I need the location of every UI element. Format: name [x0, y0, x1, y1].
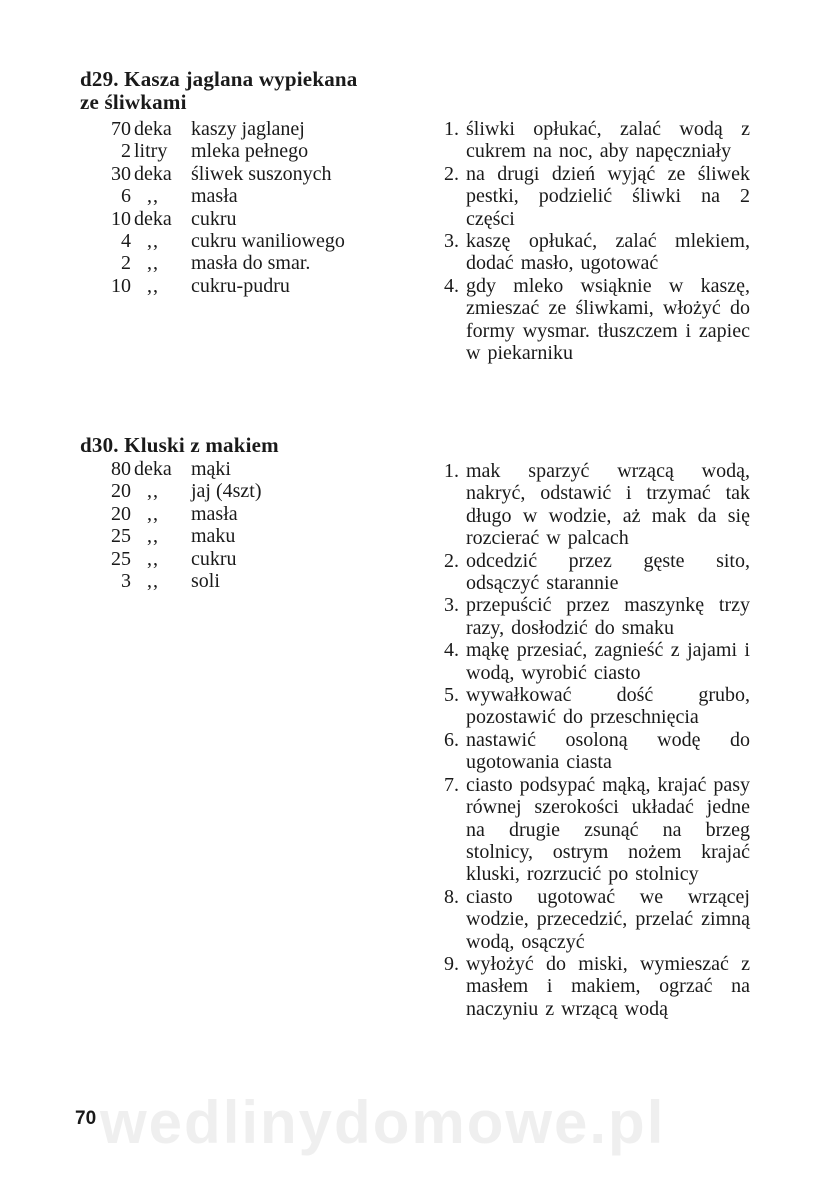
step-number: 3. [444, 594, 459, 617]
ingredient-unit: deka [134, 118, 172, 140]
step-item [433, 550, 750, 595]
step-text: mak sparzyć wrzącą wodą, nakryć, odstawić i trzymać tak długo w wodzie, aż mak da się rozcierać w palcach [466, 460, 750, 550]
step-item [433, 684, 750, 729]
step-item [433, 230, 750, 275]
step-number: 1. [444, 460, 459, 482]
ingredient-qty: 20 [111, 502, 131, 525]
ingredient-unit: ,, [147, 480, 159, 503]
ingredient-unit: ,, [147, 230, 159, 253]
ingredient-row [104, 525, 262, 547]
ingredient-list-d29 [104, 118, 345, 297]
step-text: przepuścić przez maszynkę trzy razy, dosłodzić do smaku [466, 594, 750, 639]
ingredient-unit: ,, [147, 185, 159, 208]
step-item [433, 729, 750, 774]
ingredient-row [104, 163, 345, 185]
ingredient-qty: 70 [111, 118, 131, 140]
ingredient-row [104, 458, 262, 480]
ingredient-name: soli [191, 570, 220, 593]
step-item [433, 639, 750, 684]
watermark: wedlinydomowe.pl [100, 1089, 666, 1156]
ingredient-qty: 3 [121, 570, 131, 593]
recipe-title-d30 [80, 434, 279, 457]
ingredient-name: cukru-pudru [191, 274, 290, 297]
ingredient-name: śliwek suszonych [191, 162, 332, 185]
ingredient-unit: ,, [147, 525, 159, 548]
step-item [433, 460, 750, 550]
page-number: 70 [75, 1108, 97, 1129]
step-item [433, 163, 750, 230]
step-number: 4. [444, 639, 459, 662]
ingredient-qty: 10 [111, 274, 131, 297]
step-number: 9. [444, 952, 459, 975]
ingredient-qty: 25 [111, 525, 131, 548]
step-text: wyłożyć do miski, wymieszać z masłem i makiem, ogrzać na naczyniu z wrzącą wodą [466, 952, 750, 1020]
step-text: wywałkować dość grubo, pozostawić do przeschnięcia [466, 684, 750, 729]
recipe-title-line2: ze śliwkami [80, 90, 187, 114]
ingredient-row [104, 548, 262, 570]
step-item [433, 275, 750, 365]
ingredient-row [104, 208, 345, 230]
ingredient-name: kaszy jaglanej [191, 118, 305, 140]
ingredient-unit: ,, [147, 547, 159, 570]
ingredient-row [104, 185, 345, 207]
ingredient-name: mleka pełnego [191, 140, 309, 163]
step-item [433, 594, 750, 639]
step-text: kaszę opłukać, zalać mlekiem, dodać masło, ugotować [466, 230, 750, 275]
ingredient-row [104, 230, 345, 252]
step-text: gdy mleko wsiąknie w kaszę, zmieszać ze śliwkami, włożyć do formy wysmar. tłuszczem i zapiec w piekarniku [466, 274, 750, 365]
step-number: 8. [444, 885, 459, 908]
steps-list-d30 [433, 460, 750, 1020]
ingredient-row [104, 570, 262, 592]
ingredient-unit: deka [134, 458, 172, 480]
ingredient-name: masła [191, 185, 238, 208]
steps-list-d29 [433, 118, 750, 364]
ingredient-name: jaj (4szt) [191, 480, 262, 503]
ingredient-qty: 20 [111, 480, 131, 503]
ingredient-unit: ,, [147, 502, 159, 525]
ingredient-unit: deka [134, 162, 172, 185]
step-text: ciasto ugotować we wrzącej wodzie, przecedzić, przelać zimną wodą, osączyć [466, 885, 750, 953]
step-number: 2. [444, 549, 459, 572]
ingredient-row [104, 252, 345, 274]
step-text: odcedzić przez gęste sito, odsączyć starannie [466, 549, 750, 595]
step-item [433, 774, 750, 886]
ingredient-row [104, 275, 345, 297]
ingredient-name: masła do smar. [191, 252, 311, 275]
step-item [433, 953, 750, 1020]
ingredient-unit: ,, [147, 252, 159, 275]
ingredient-qty: 25 [111, 547, 131, 570]
step-item [433, 886, 750, 953]
recipe-title-line1: d29. Kasza jaglana wypiekana [80, 67, 358, 91]
ingredient-name: maku [191, 525, 236, 548]
step-item [433, 118, 750, 163]
step-number: 5. [444, 684, 459, 707]
ingredient-name: mąki [191, 458, 231, 480]
ingredient-unit: ,, [147, 570, 159, 593]
step-number: 3. [444, 230, 459, 253]
ingredient-qty: 30 [111, 162, 131, 185]
ingredient-row [104, 480, 262, 502]
step-number: 6. [444, 728, 459, 751]
step-number: 7. [444, 773, 459, 796]
ingredient-name: cukru [191, 207, 237, 230]
ingredient-unit: litry [134, 140, 168, 163]
step-text: na drugi dzień wyjąć ze śliwek pestki, podzielić śliwki na 2 części [466, 162, 750, 230]
ingredient-name: masła [191, 502, 238, 525]
step-text: śliwki opłukać, zalać wodą z cukrem na noc, aby napęczniały [466, 118, 750, 163]
ingredient-qty: 4 [121, 230, 131, 253]
step-number: 1. [444, 118, 459, 140]
step-text: mąkę przesiać, zagnieść z jajami i wodą, wyrobić ciasto [466, 639, 750, 684]
step-number: 4. [444, 274, 459, 297]
recipe-title-line1: d30. Kluski z makiem [80, 433, 279, 457]
step-text: nastawić osoloną wodę do ugotowania ciasta [466, 728, 750, 774]
step-text: ciasto podsypać mąką, krajać pasy równej szerokości układać jedne na drugie zsunąć na brzeg stolnicy, ostrym nożem krajać kluski, rozrzucić po stolnicy [466, 773, 751, 886]
step-number: 2. [444, 162, 459, 185]
ingredient-qty: 80 [111, 458, 131, 480]
ingredient-qty: 2 [121, 140, 131, 163]
ingredient-row [104, 118, 345, 140]
ingredient-unit: deka [134, 207, 172, 230]
ingredient-qty: 6 [121, 185, 131, 208]
ingredient-row [104, 503, 262, 525]
ingredient-qty: 10 [111, 207, 131, 230]
ingredient-qty: 2 [121, 252, 131, 275]
ingredient-unit: ,, [147, 274, 159, 297]
recipe-title-d29 [80, 68, 357, 114]
ingredient-row [104, 140, 345, 162]
ingredient-name: cukru waniliowego [191, 230, 345, 253]
ingredient-name: cukru [191, 547, 237, 570]
ingredient-list-d30 [104, 458, 262, 592]
